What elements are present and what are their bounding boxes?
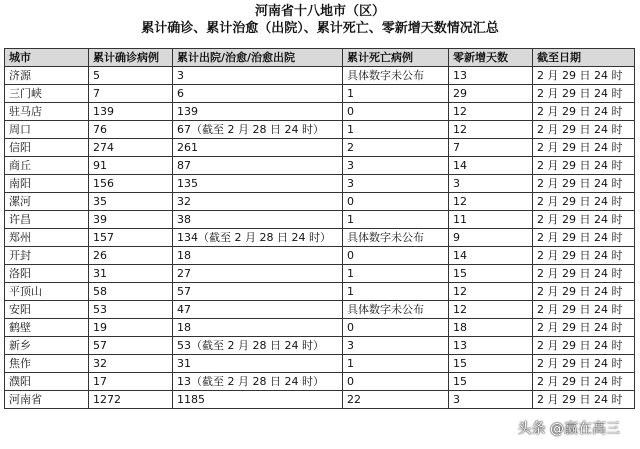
- recovered-cell: 38: [173, 211, 343, 229]
- city-cell: 洛阳: [5, 265, 89, 283]
- table-row: [5, 391, 635, 409]
- city-cell: 驻马店: [5, 103, 89, 121]
- confirmed-cell: 58: [89, 283, 173, 301]
- deaths-cell: 0: [343, 319, 449, 337]
- recovered-cell: 57: [173, 283, 343, 301]
- recovered-cell: 32: [173, 193, 343, 211]
- zero-new-days-cell: 18: [449, 319, 533, 337]
- table-row: [5, 337, 635, 355]
- deaths-cell: 1: [343, 355, 449, 373]
- recovered-cell: 1185: [173, 391, 343, 409]
- as-of-date-cell: 2 月 29 日 24 时: [533, 391, 635, 409]
- table-row: [5, 229, 635, 247]
- as-of-date-cell: 2 月 29 日 24 时: [533, 175, 635, 193]
- header-zero-new-days: 零新增天数: [449, 49, 533, 67]
- confirmed-cell: 39: [89, 211, 173, 229]
- header-recovered: 累计出院/治愈/治愈出院: [173, 49, 343, 67]
- table-row: [5, 157, 635, 175]
- recovered-cell: 53（截至 2 月 28 日 24 时）: [173, 337, 343, 355]
- zero-new-days-cell: 3: [449, 391, 533, 409]
- table-row: [5, 193, 635, 211]
- confirmed-cell: 5: [89, 67, 173, 85]
- deaths-cell: 3: [343, 175, 449, 193]
- as-of-date-cell: 2 月 29 日 24 时: [533, 319, 635, 337]
- deaths-cell: 1: [343, 85, 449, 103]
- as-of-date-cell: 2 月 29 日 24 时: [533, 139, 635, 157]
- as-of-date-cell: 2 月 29 日 24 时: [533, 355, 635, 373]
- recovered-cell: 139: [173, 103, 343, 121]
- zero-new-days-cell: 15: [449, 373, 533, 391]
- deaths-cell: 1: [343, 283, 449, 301]
- city-cell: 漯河: [5, 193, 89, 211]
- deaths-cell: 具体数字未公布: [343, 67, 449, 85]
- confirmed-cell: 76: [89, 121, 173, 139]
- recovered-cell: 31: [173, 355, 343, 373]
- recovered-cell: 18: [173, 247, 343, 265]
- zero-new-days-cell: 15: [449, 265, 533, 283]
- recovered-cell: 18: [173, 319, 343, 337]
- deaths-cell: 2: [343, 139, 449, 157]
- city-cell: 开封: [5, 247, 89, 265]
- zero-new-days-cell: 3: [449, 175, 533, 193]
- header-city: 城市: [5, 49, 89, 67]
- as-of-date-cell: 2 月 29 日 24 时: [533, 265, 635, 283]
- table-row: [5, 373, 635, 391]
- zero-new-days-cell: 12: [449, 193, 533, 211]
- as-of-date-cell: 2 月 29 日 24 时: [533, 301, 635, 319]
- as-of-date-cell: 2 月 29 日 24 时: [533, 373, 635, 391]
- confirmed-cell: 32: [89, 355, 173, 373]
- city-cell: 新乡: [5, 337, 89, 355]
- recovered-cell: 6: [173, 85, 343, 103]
- table-row: [5, 319, 635, 337]
- zero-new-days-cell: 7: [449, 139, 533, 157]
- table-row: [5, 121, 635, 139]
- zero-new-days-cell: 9: [449, 229, 533, 247]
- table-row: [5, 301, 635, 319]
- confirmed-cell: 7: [89, 85, 173, 103]
- confirmed-cell: 31: [89, 265, 173, 283]
- confirmed-cell: 156: [89, 175, 173, 193]
- confirmed-cell: 1272: [89, 391, 173, 409]
- deaths-cell: 3: [343, 337, 449, 355]
- recovered-cell: 134（截至 2 月 28 日 24 时）: [173, 229, 343, 247]
- zero-new-days-cell: 14: [449, 157, 533, 175]
- zero-new-days-cell: 29: [449, 85, 533, 103]
- recovered-cell: 27: [173, 265, 343, 283]
- zero-new-days-cell: 12: [449, 301, 533, 319]
- city-cell: 三门峡: [5, 85, 89, 103]
- as-of-date-cell: 2 月 29 日 24 时: [533, 229, 635, 247]
- city-cell: 安阳: [5, 301, 89, 319]
- confirmed-cell: 274: [89, 139, 173, 157]
- city-cell: 平顶山: [5, 283, 89, 301]
- as-of-date-cell: 2 月 29 日 24 时: [533, 247, 635, 265]
- deaths-cell: 0: [343, 193, 449, 211]
- confirmed-cell: 139: [89, 103, 173, 121]
- deaths-cell: 1: [343, 121, 449, 139]
- header-deaths: 累计死亡病例: [343, 49, 449, 67]
- deaths-cell: 0: [343, 103, 449, 121]
- city-cell: 济源: [5, 67, 89, 85]
- city-cell: 鹤壁: [5, 319, 89, 337]
- confirmed-cell: 35: [89, 193, 173, 211]
- watermark: 头条 @赢在高三: [516, 418, 622, 438]
- city-cell: 信阳: [5, 139, 89, 157]
- table-header-row: [5, 49, 635, 67]
- table-row: [5, 283, 635, 301]
- deaths-cell: 具体数字未公布: [343, 229, 449, 247]
- table-row: [5, 211, 635, 229]
- as-of-date-cell: 2 月 29 日 24 时: [533, 103, 635, 121]
- deaths-cell: 22: [343, 391, 449, 409]
- as-of-date-cell: 2 月 29 日 24 时: [533, 157, 635, 175]
- header-as-of-date: 截至日期: [533, 49, 635, 67]
- as-of-date-cell: 2 月 29 日 24 时: [533, 121, 635, 139]
- deaths-cell: 0: [343, 373, 449, 391]
- recovered-cell: 47: [173, 301, 343, 319]
- city-cell: 商丘: [5, 157, 89, 175]
- zero-new-days-cell: 14: [449, 247, 533, 265]
- zero-new-days-cell: 13: [449, 337, 533, 355]
- table-row: [5, 103, 635, 121]
- zero-new-days-cell: 13: [449, 67, 533, 85]
- table-row: [5, 355, 635, 373]
- deaths-cell: 具体数字未公布: [343, 301, 449, 319]
- deaths-cell: 3: [343, 157, 449, 175]
- as-of-date-cell: 2 月 29 日 24 时: [533, 85, 635, 103]
- table-row: [5, 85, 635, 103]
- as-of-date-cell: 2 月 29 日 24 时: [533, 193, 635, 211]
- title-line-2: 累计确诊、累计治愈（出院）、累计死亡、零新增天数情况汇总: [141, 21, 499, 36]
- city-cell: 南阳: [5, 175, 89, 193]
- as-of-date-cell: 2 月 29 日 24 时: [533, 67, 635, 85]
- zero-new-days-cell: 15: [449, 355, 533, 373]
- as-of-date-cell: 2 月 29 日 24 时: [533, 211, 635, 229]
- confirmed-cell: 26: [89, 247, 173, 265]
- zero-new-days-cell: 11: [449, 211, 533, 229]
- confirmed-cell: 53: [89, 301, 173, 319]
- as-of-date-cell: 2 月 29 日 24 时: [533, 283, 635, 301]
- city-cell: 河南省: [5, 391, 89, 409]
- city-cell: 郑州: [5, 229, 89, 247]
- confirmed-cell: 17: [89, 373, 173, 391]
- city-cell: 周口: [5, 121, 89, 139]
- recovered-cell: 3: [173, 67, 343, 85]
- confirmed-cell: 19: [89, 319, 173, 337]
- table-body: [5, 67, 635, 409]
- zero-new-days-cell: 12: [449, 121, 533, 139]
- table-row: [5, 67, 635, 85]
- recovered-cell: 261: [173, 139, 343, 157]
- table-row: [5, 247, 635, 265]
- city-cell: 濮阳: [5, 373, 89, 391]
- summary-table: [4, 48, 635, 409]
- as-of-date-cell: 2 月 29 日 24 时: [533, 337, 635, 355]
- table-row: [5, 265, 635, 283]
- recovered-cell: 135: [173, 175, 343, 193]
- city-cell: 许昌: [5, 211, 89, 229]
- zero-new-days-cell: 12: [449, 103, 533, 121]
- confirmed-cell: 157: [89, 229, 173, 247]
- recovered-cell: 87: [173, 157, 343, 175]
- zero-new-days-cell: 12: [449, 283, 533, 301]
- deaths-cell: 0: [343, 247, 449, 265]
- title-line-1: 河南省十八地市（区）: [254, 4, 385, 19]
- confirmed-cell: 91: [89, 157, 173, 175]
- deaths-cell: 1: [343, 211, 449, 229]
- recovered-cell: 67（截至 2 月 28 日 24 时）: [173, 121, 343, 139]
- table-row: [5, 139, 635, 157]
- recovered-cell: 13（截至 2 月 28 日 24 时）: [173, 373, 343, 391]
- confirmed-cell: 57: [89, 337, 173, 355]
- header-confirmed: 累计确诊病例: [89, 49, 173, 67]
- table-row: [5, 175, 635, 193]
- city-cell: 焦作: [5, 355, 89, 373]
- deaths-cell: 1: [343, 265, 449, 283]
